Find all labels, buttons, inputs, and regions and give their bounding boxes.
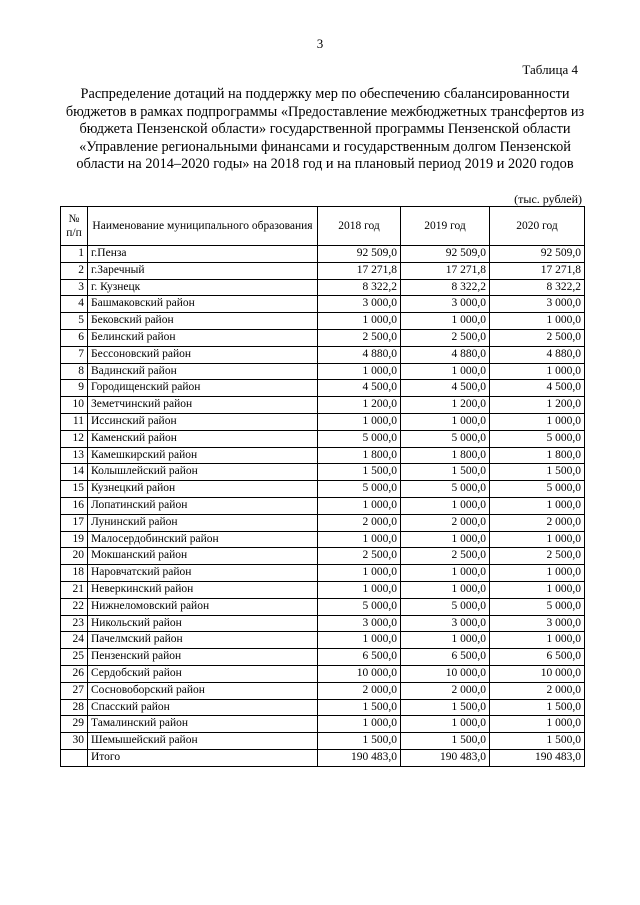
- row-name: Вадинский район: [88, 363, 318, 380]
- total-2018: 190 483,0: [318, 749, 401, 766]
- row-2019: 1 000,0: [401, 313, 490, 330]
- row-2020: 1 000,0: [490, 497, 585, 514]
- table-row: [61, 279, 585, 296]
- header-2019: 2019 год: [401, 207, 490, 246]
- table-row: [61, 565, 585, 582]
- page-number: 3: [316, 36, 324, 51]
- row-2020: 4 880,0: [490, 346, 585, 363]
- row-2018: 1 000,0: [318, 497, 401, 514]
- row-2020: 1 500,0: [490, 464, 585, 481]
- row-number: 22: [61, 598, 88, 615]
- row-number: 15: [61, 481, 88, 498]
- header-num: № п/п: [61, 207, 88, 246]
- row-name: Наровчатский район: [88, 565, 318, 582]
- row-number: 6: [61, 329, 88, 346]
- row-name: Кузнецкий район: [88, 481, 318, 498]
- row-2019: 1 500,0: [401, 733, 490, 750]
- row-2020: 1 000,0: [490, 716, 585, 733]
- row-2020: 17 271,8: [490, 262, 585, 279]
- header-2018: 2018 год: [318, 207, 401, 246]
- row-2019: 92 509,0: [401, 246, 490, 263]
- table-body: [61, 246, 585, 750]
- row-2019: 1 800,0: [401, 447, 490, 464]
- row-2019: 10 000,0: [401, 665, 490, 682]
- row-2018: 1 200,0: [318, 397, 401, 414]
- table-row: [61, 296, 585, 313]
- row-2019: 4 500,0: [401, 380, 490, 397]
- row-2018: 1 000,0: [318, 363, 401, 380]
- row-2020: 5 000,0: [490, 430, 585, 447]
- table-row: [61, 514, 585, 531]
- table-row: [61, 346, 585, 363]
- row-name: Башмаковский район: [88, 296, 318, 313]
- row-number: 13: [61, 447, 88, 464]
- row-name: Колышлейский район: [88, 464, 318, 481]
- row-2019: 5 000,0: [401, 481, 490, 498]
- table-row: [61, 598, 585, 615]
- row-number: 1: [61, 246, 88, 263]
- row-number: 10: [61, 397, 88, 414]
- row-2018: 2 500,0: [318, 548, 401, 565]
- table-row: [61, 682, 585, 699]
- row-2018: 1 000,0: [318, 632, 401, 649]
- row-name: Пачелмский район: [88, 632, 318, 649]
- row-2019: 1 000,0: [401, 363, 490, 380]
- row-name: Камешкирский район: [88, 447, 318, 464]
- row-number: 16: [61, 497, 88, 514]
- row-2019: 1 000,0: [401, 632, 490, 649]
- row-2020: 5 000,0: [490, 481, 585, 498]
- row-2018: 5 000,0: [318, 430, 401, 447]
- total-2019: 190 483,0: [401, 749, 490, 766]
- row-2018: 1 000,0: [318, 531, 401, 548]
- table-row: [61, 397, 585, 414]
- table-row: [61, 262, 585, 279]
- table-row: [61, 548, 585, 565]
- row-2018: 8 322,2: [318, 279, 401, 296]
- row-2019: 2 000,0: [401, 682, 490, 699]
- table-row: [61, 246, 585, 263]
- row-2019: 1 500,0: [401, 699, 490, 716]
- row-2018: 5 000,0: [318, 481, 401, 498]
- row-name: Малосердобинский район: [88, 531, 318, 548]
- row-number: 3: [61, 279, 88, 296]
- row-2018: 17 271,8: [318, 262, 401, 279]
- row-name: Сосновоборский район: [88, 682, 318, 699]
- row-2018: 5 000,0: [318, 598, 401, 615]
- row-2018: 2 000,0: [318, 514, 401, 531]
- row-2018: 1 000,0: [318, 716, 401, 733]
- table-row: [61, 699, 585, 716]
- row-number: 27: [61, 682, 88, 699]
- row-name: Бессоновский район: [88, 346, 318, 363]
- row-name: Пензенский район: [88, 649, 318, 666]
- row-number: 26: [61, 665, 88, 682]
- row-2019: 5 000,0: [401, 598, 490, 615]
- row-2020: 2 000,0: [490, 682, 585, 699]
- row-2020: 5 000,0: [490, 598, 585, 615]
- row-name: г.Пенза: [88, 246, 318, 263]
- table-row: [61, 531, 585, 548]
- units-label: (тыс. рублей): [514, 192, 582, 206]
- row-name: Белинский район: [88, 329, 318, 346]
- row-2020: 2 000,0: [490, 514, 585, 531]
- row-2019: 6 500,0: [401, 649, 490, 666]
- row-2018: 10 000,0: [318, 665, 401, 682]
- row-2020: 92 509,0: [490, 246, 585, 263]
- row-2019: 1 000,0: [401, 497, 490, 514]
- row-2020: 3 000,0: [490, 615, 585, 632]
- row-number: 5: [61, 313, 88, 330]
- table-row: [61, 649, 585, 666]
- row-number: 8: [61, 363, 88, 380]
- row-2020: 1 800,0: [490, 447, 585, 464]
- row-number: 21: [61, 581, 88, 598]
- row-number: 19: [61, 531, 88, 548]
- row-2019: 1 200,0: [401, 397, 490, 414]
- row-name: Тамалинский район: [88, 716, 318, 733]
- row-2020: 2 500,0: [490, 548, 585, 565]
- row-2020: 2 500,0: [490, 329, 585, 346]
- row-number: 7: [61, 346, 88, 363]
- row-name: Спасский район: [88, 699, 318, 716]
- table-row: [61, 430, 585, 447]
- row-name: г.Заречный: [88, 262, 318, 279]
- row-name: Неверкинский район: [88, 581, 318, 598]
- row-2020: 8 322,2: [490, 279, 585, 296]
- row-2019: 2 500,0: [401, 548, 490, 565]
- row-2020: 1 000,0: [490, 413, 585, 430]
- row-2020: 10 000,0: [490, 665, 585, 682]
- row-number: 2: [61, 262, 88, 279]
- row-2018: 1 500,0: [318, 464, 401, 481]
- row-2019: 1 000,0: [401, 581, 490, 598]
- row-2018: 3 000,0: [318, 615, 401, 632]
- row-2020: 1 000,0: [490, 363, 585, 380]
- row-name: Мокшанский район: [88, 548, 318, 565]
- table-row: [61, 497, 585, 514]
- subsidy-table: [60, 206, 585, 767]
- row-number: 9: [61, 380, 88, 397]
- row-2018: 4 880,0: [318, 346, 401, 363]
- table-row: [61, 413, 585, 430]
- row-number: 20: [61, 548, 88, 565]
- row-name: Иссинский район: [88, 413, 318, 430]
- row-2020: 1 000,0: [490, 313, 585, 330]
- row-2019: 1 000,0: [401, 413, 490, 430]
- row-number: 23: [61, 615, 88, 632]
- row-name: Бековский район: [88, 313, 318, 330]
- row-2019: 1 000,0: [401, 716, 490, 733]
- table-row: [61, 716, 585, 733]
- row-2018: 1 000,0: [318, 313, 401, 330]
- row-name: Каменский район: [88, 430, 318, 447]
- table-row: [61, 447, 585, 464]
- row-number: 18: [61, 565, 88, 582]
- row-2020: 1 500,0: [490, 733, 585, 750]
- row-2018: 1 500,0: [318, 733, 401, 750]
- row-2018: 92 509,0: [318, 246, 401, 263]
- row-name: Шемышейский район: [88, 733, 318, 750]
- table-row: [61, 581, 585, 598]
- row-number: 29: [61, 716, 88, 733]
- total-num: [61, 749, 88, 766]
- row-2018: 2 000,0: [318, 682, 401, 699]
- row-name: Лунинский район: [88, 514, 318, 531]
- row-name: Никольский район: [88, 615, 318, 632]
- row-2018: 6 500,0: [318, 649, 401, 666]
- row-number: 12: [61, 430, 88, 447]
- row-name: Сердобский район: [88, 665, 318, 682]
- row-2018: 1 000,0: [318, 565, 401, 582]
- row-2020: 1 000,0: [490, 565, 585, 582]
- table-row: [61, 665, 585, 682]
- table-header-row: [61, 207, 585, 246]
- row-2018: 4 500,0: [318, 380, 401, 397]
- table-row: [61, 313, 585, 330]
- row-2019: 2 000,0: [401, 514, 490, 531]
- row-number: 25: [61, 649, 88, 666]
- row-2018: 1 800,0: [318, 447, 401, 464]
- row-2020: 1 000,0: [490, 632, 585, 649]
- header-2020: 2020 год: [490, 207, 585, 246]
- row-number: 14: [61, 464, 88, 481]
- row-number: 11: [61, 413, 88, 430]
- row-number: 17: [61, 514, 88, 531]
- header-name: Наименование муниципального образования: [88, 207, 318, 246]
- row-2020: 4 500,0: [490, 380, 585, 397]
- row-2019: 1 000,0: [401, 531, 490, 548]
- total-row: [61, 749, 585, 766]
- row-2019: 1 500,0: [401, 464, 490, 481]
- row-2019: 1 000,0: [401, 565, 490, 582]
- table-row: [61, 464, 585, 481]
- row-number: 28: [61, 699, 88, 716]
- row-2019: 4 880,0: [401, 346, 490, 363]
- table-row: [61, 615, 585, 632]
- row-name: Лопатинский район: [88, 497, 318, 514]
- table-row: [61, 380, 585, 397]
- row-2020: 6 500,0: [490, 649, 585, 666]
- row-2018: 2 500,0: [318, 329, 401, 346]
- row-2018: 1 500,0: [318, 699, 401, 716]
- table-row: [61, 329, 585, 346]
- table-label: Таблица 4: [522, 62, 578, 77]
- row-name: Земетчинский район: [88, 397, 318, 414]
- table-row: [61, 481, 585, 498]
- row-2020: 1 500,0: [490, 699, 585, 716]
- row-number: 30: [61, 733, 88, 750]
- row-2019: 17 271,8: [401, 262, 490, 279]
- table-row: [61, 363, 585, 380]
- row-2020: 1 000,0: [490, 531, 585, 548]
- row-2020: 3 000,0: [490, 296, 585, 313]
- total-2020: 190 483,0: [490, 749, 585, 766]
- row-name: Нижнеломовский район: [88, 598, 318, 615]
- row-2018: 1 000,0: [318, 413, 401, 430]
- row-2019: 3 000,0: [401, 615, 490, 632]
- table-row: [61, 733, 585, 750]
- row-2018: 1 000,0: [318, 581, 401, 598]
- table-row: [61, 632, 585, 649]
- row-number: 24: [61, 632, 88, 649]
- row-2019: 3 000,0: [401, 296, 490, 313]
- document-title: Распределение дотаций на поддержку мер по обеспечению сбалансированности бюджетов в рамках подпрограммы «Предоставление межбюджетных трансфертов из бюджета Пензенской области» государственной программы Пензенской области «Управление региональными финансами и государственным долгом Пензенской области на 2014–2020 годы» на 2018 год и на плановый период 2019 и 2020 годов: [65, 86, 585, 172]
- row-2020: 1 000,0: [490, 581, 585, 598]
- row-2019: 8 322,2: [401, 279, 490, 296]
- row-2020: 1 200,0: [490, 397, 585, 414]
- total-label: Итого: [88, 749, 318, 766]
- row-number: 4: [61, 296, 88, 313]
- row-2019: 2 500,0: [401, 329, 490, 346]
- row-name: г. Кузнецк: [88, 279, 318, 296]
- row-2019: 5 000,0: [401, 430, 490, 447]
- row-name: Городищенский район: [88, 380, 318, 397]
- row-2018: 3 000,0: [318, 296, 401, 313]
